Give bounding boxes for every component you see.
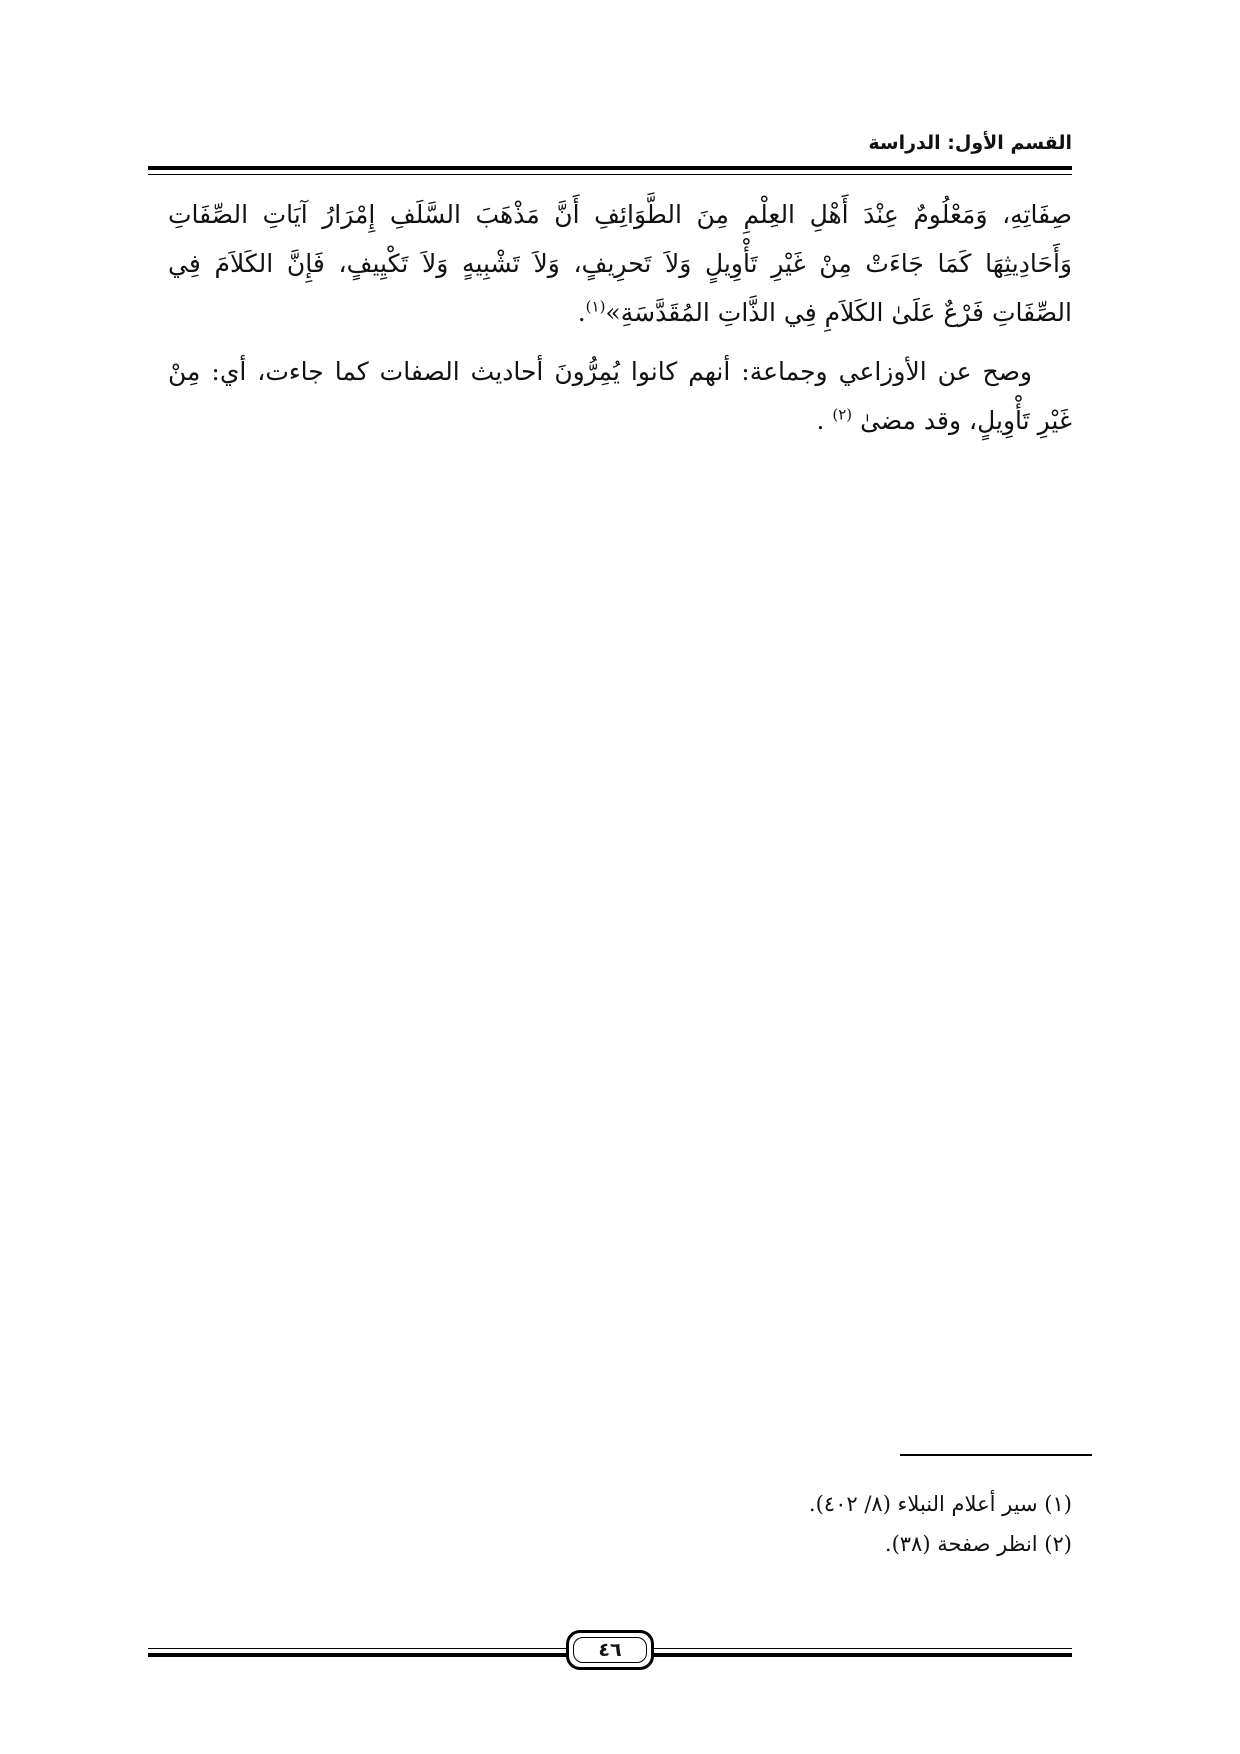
paragraph-1-text: صِفَاتِهِ، وَمَعْلُومٌ عِنْدَ أَهْلِ العِلْمِ مِنَ الطَّوَائِفِ أَنَّ مَذْهَبَ السَّلَفِ إِمْرَارُ آيَاتِ الصِّفَاتِ وَأَحَادِيثِهَا كَمَا جَاءَتْ مِنْ غَيْرِ تَأْوِيلٍ وَلاَ تَحرِيفٍ، وَلاَ تَشْبِيهٍ وَلاَ تَكْيِيفٍ، فَإِنَّ الكَلاَمَ فِي الصِّفَاتِ فَرْعٌ عَلَىٰ الكَلاَمِ فِي الذَّاتِ المُقَدَّسَةِ» (168, 200, 1072, 327)
page-number-frame (566, 1630, 654, 1670)
paragraph-2-end: . (816, 406, 833, 435)
footnote-ref-2: (٢) (832, 405, 853, 424)
paragraph-1 (168, 190, 1072, 337)
header-rule-thick (148, 166, 1072, 170)
paragraph-2-text: وصح عن الأوزاعي وجماعة: أنهم كانوا يُمِرُّونَ أحاديث الصفات كما جاءت، أي: مِنْ غَيْرِ تَأْوِيلٍ، وقد مضىٰ (168, 357, 1072, 435)
main-text (168, 190, 1072, 455)
running-header: القسم الأول: الدراسة (868, 132, 1072, 154)
footnote-2: (٢) انظر صفحة (٣٨). (884, 1532, 1072, 1556)
footnote-1: (١) سير أعلام النبلاء (٨/ ٤٠٢). (808, 1492, 1072, 1516)
footnotes (168, 1484, 1072, 1564)
footnote-separator (900, 1454, 1092, 1456)
header-rule-thin (148, 174, 1072, 175)
paragraph-2 (168, 347, 1072, 445)
footnote-ref-1: (١) (585, 297, 606, 316)
page-number: ٤٦ (598, 1638, 622, 1661)
paragraph-1-end: . (577, 298, 586, 327)
